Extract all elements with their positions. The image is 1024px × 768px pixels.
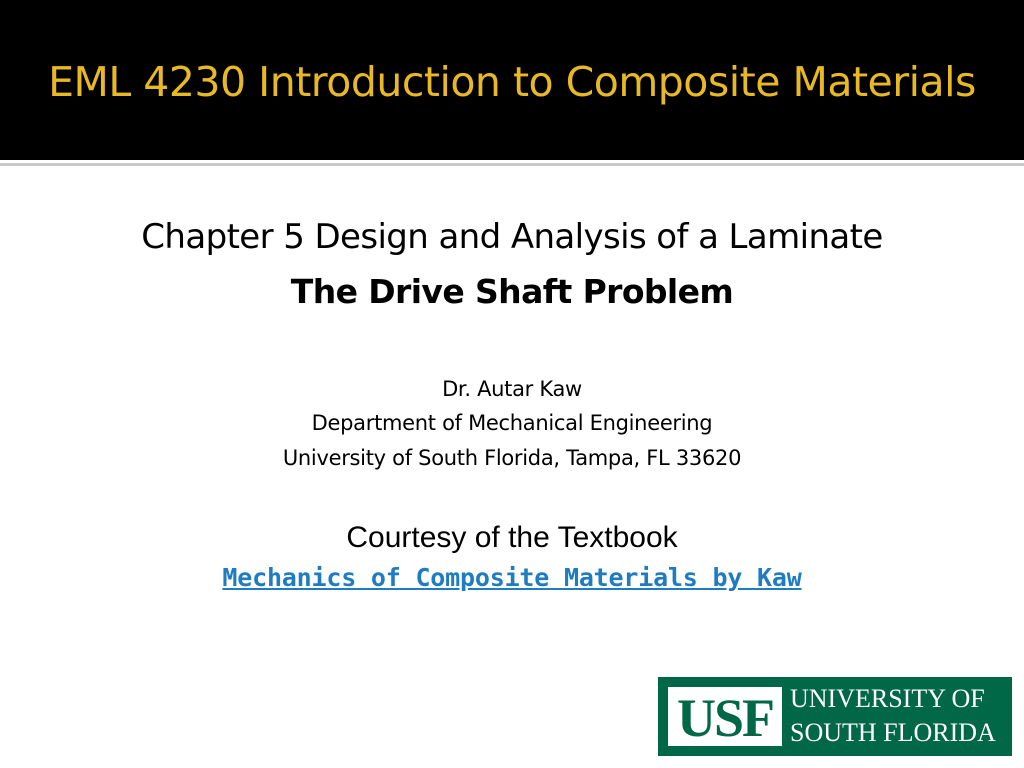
university-address: University of South Florida, Tampa, FL 33620 xyxy=(282,446,742,470)
chapter-heading: Chapter 5 Design and Analysis of a Laminate xyxy=(141,217,883,257)
usf-logo-abbr: USF xyxy=(676,688,773,748)
subtitle: The Drive Shaft Problem xyxy=(290,272,734,311)
usf-logo xyxy=(658,677,1012,756)
title-bar xyxy=(0,0,1024,160)
usf-logo-mark xyxy=(668,687,782,746)
title-divider xyxy=(0,163,1024,166)
courtesy-text: Courtesy of the Textbook xyxy=(346,521,678,554)
usf-logo-line1: UNIVERSITY OF xyxy=(790,684,985,713)
author-name: Dr. Autar Kaw xyxy=(442,377,582,401)
department: Department of Mechanical Engineering xyxy=(311,411,713,435)
textbook-link[interactable]: Mechanics of Composite Materials by Kaw xyxy=(222,563,802,592)
usf-logo-line2: SOUTH FLORIDA xyxy=(790,718,996,747)
slide-title: EML 4230 Introduction to Composite Materials xyxy=(48,58,976,106)
